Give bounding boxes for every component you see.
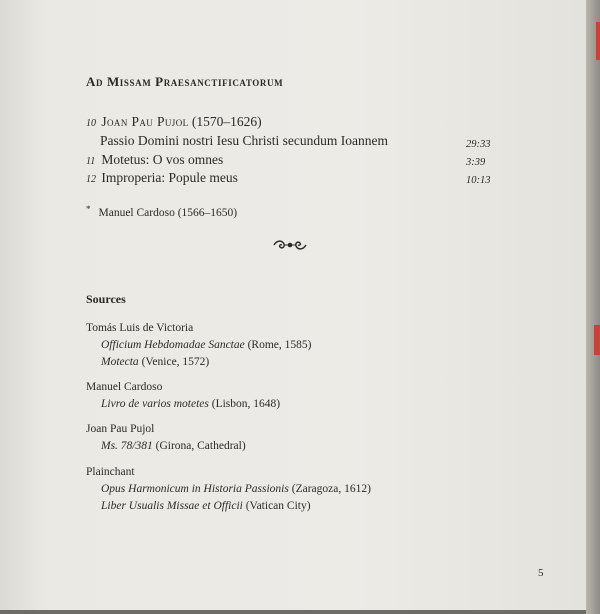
source-title: Opus Harmonicum in Historia Passionis [101,483,289,495]
track-10-duration: 29:33 [466,139,491,150]
source-title: Livro de varios motetes [101,398,209,410]
source-item [101,356,209,368]
sources-heading: Sources [86,292,126,306]
composer-dates: (1570–1626) [191,114,262,129]
track-11 [86,152,223,168]
source-item [101,339,311,351]
footnote-star: * [86,204,91,214]
track-number: 11 [86,156,96,167]
footnote-text: Manuel Cardoso (1566–1650) [98,207,238,219]
tab-marker [594,325,600,355]
source-composer: Joan Pau Pujol [86,423,155,435]
track-10-title: Passio Domini nostri Iesu Christi secundum Ioannem [100,133,388,148]
source-title: Officium Hebdomadae Sanctae [101,339,245,351]
tab-marker [596,22,600,60]
track-number: 12 [86,174,96,185]
footnote [86,204,237,219]
section-title: Ad Missam Praesanctificatorum [86,74,284,89]
composer-name: Joan Pau Pujol [101,114,189,129]
source-item [101,440,246,452]
source-detail: (Rome, 1585) [247,339,312,351]
page-number: 5 [538,567,544,579]
source-item [101,398,280,410]
source-composer: Plainchant [86,466,135,478]
track-12-duration: 10:13 [466,175,491,186]
source-composer: Tomás Luis de Victoria [86,322,194,334]
source-item [101,500,311,512]
track-number: 10 [86,118,96,129]
source-title: Liber Usualis Missae et Officii [101,500,243,512]
source-detail: (Venice, 1572) [141,356,210,368]
source-detail: (Lisbon, 1648) [211,398,281,410]
source-detail: (Vatican City) [245,500,311,512]
track-title: Motetus: O vos omnes [101,152,224,167]
track-10-composer-line [86,114,262,130]
source-detail: (Girona, Cathedral) [155,440,246,452]
source-title: Motecta [101,356,139,368]
track-12 [86,170,238,186]
source-item [101,483,371,495]
track-title: Improperia: Popule meus [101,170,238,185]
source-composer: Manuel Cardoso [86,381,163,393]
source-detail: (Zaragoza, 1612) [291,483,371,495]
fleuron-ornament-icon [270,238,310,252]
source-title: Ms. 78/381 [101,440,153,452]
track-11-duration: 3:39 [466,157,486,168]
page-edge [586,0,600,614]
